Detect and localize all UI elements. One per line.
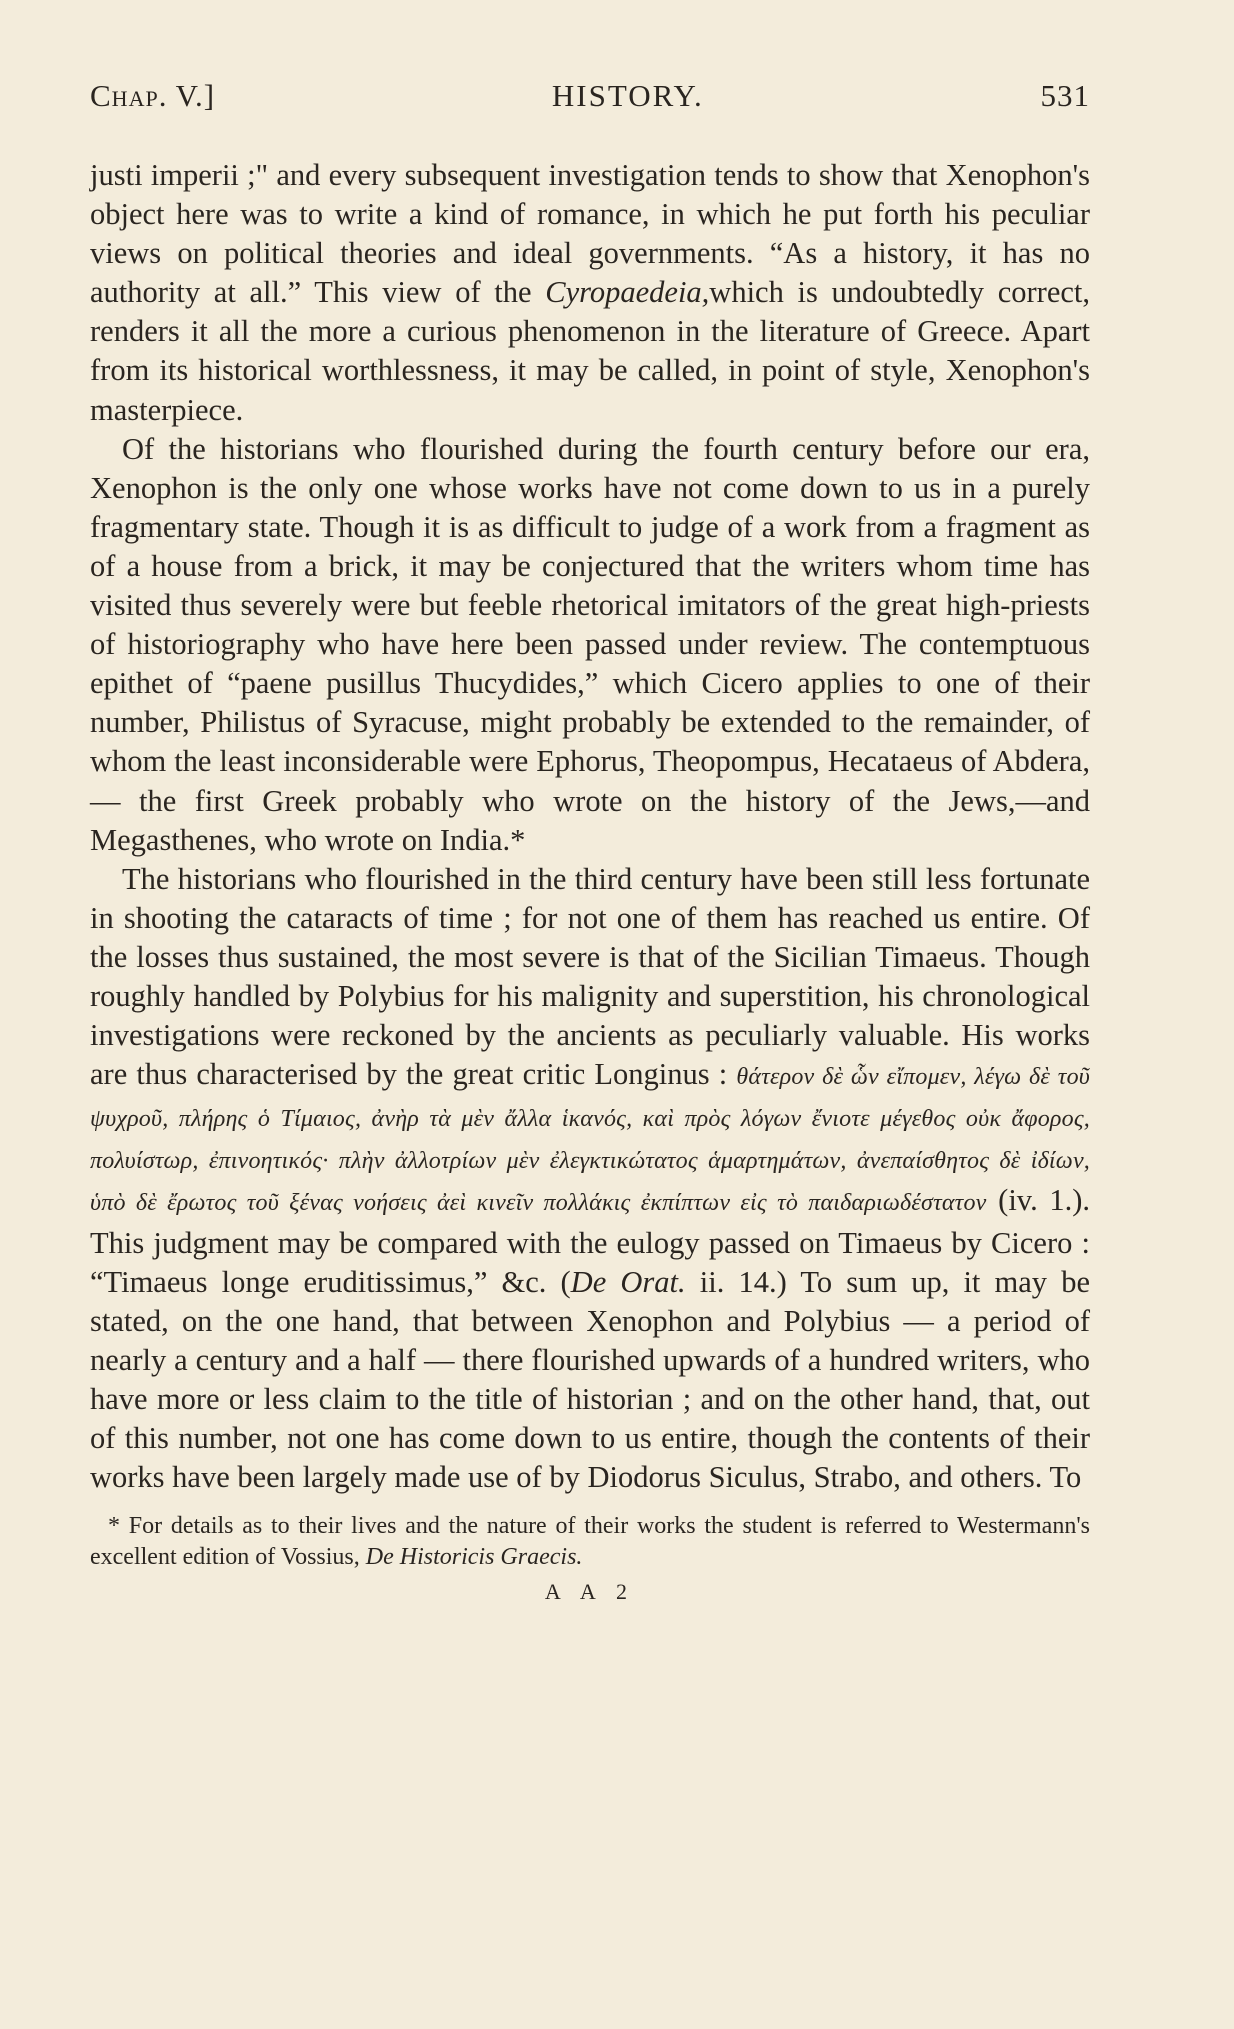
signature-mark: A A 2 <box>544 1579 636 1605</box>
greek-quotation: θάτερον δὲ ὧν εἴπομεν, λέγω δὲ τοῦ ψυχροῦ, πλήρης ὁ Τίμαιος, ἀνὴρ τὰ μὲν ἄλλα ἱκανός, καὶ πρὸς λόγων ἔνιοτε μέγεθος οὐκ ἄφορος, πολυίστωρ, ἐπινοητικός· πλὴν ἀλλοτρίων μὲν ἐλεγκτικώτατος ἁμαρτημάτων, ἀνεπαίσθητος δὲ ἰδίων, ὑπὸ δὲ ἔρωτος τοῦ ξένας νοήσεις ἀεὶ κινεῖν πολλάκις ἐκπίπτων εἰς τὸ παιδαριωδέστατον <box>90 1064 1090 1217</box>
body-text <box>90 156 1090 1497</box>
footnote-text: * For details as to their lives and the nature of their works the student is referred to Westermann's excellent edition of Vossius, <box>90 1513 1090 1571</box>
p3-text-b: (iv. 1.). This judgment may be compared with the eulogy passed on Timaeus by Cicero : “Timaeus longe eruditissimus,” &c. ( <box>90 1183 1090 1299</box>
p3-italic-citation: De Orat. <box>570 1264 686 1299</box>
chapter-label: Chap. V.] <box>90 78 216 113</box>
running-title: HISTORY. <box>551 78 704 113</box>
p1-text-a: justi imperii ;" and every subsequent investigation tends to show that Xenophon's object here was to write a kind of romance, in which he put forth his peculiar views on political theories and ideal governments. “As a history, it has no authority at all.” This view of the <box>90 158 1090 310</box>
paragraph-1 <box>90 156 1090 430</box>
p3-text-a: The historians who flourished in the third century have been still less fortunate in shooting the cataracts of time ; for not one of them has reached us entire. Of the losses thus sustained, the most severe is that of the Sicilian Timaeus. Though roughly handled by Polybius for his malignity and superstition, his chronological investigations were reckoned by the ancients as peculiarly valuable. His works are thus characterised by the great critic Longinus : <box>90 861 1090 1092</box>
footnote-italic-title: De Historicis Graecis. <box>365 1544 583 1571</box>
paragraph-3 <box>90 860 1090 1498</box>
footnote <box>90 1511 1090 1573</box>
running-head <box>90 78 1090 122</box>
paragraph-2: Of the historians who flourished during the fourth century before our era, Xenophon is the only one whose works have not come down to us in a purely fragmentary state. Though it is as difficult to judge of a work from a fragment as of a house from a brick, it may be conjectured that the writers whom time has visited thus severely were but feeble rhetorical imitators of the great high-priests of historiography who have here been passed under review. The contemptuous epithet of “paene pusillus Thucydides,” which Cicero applies to one of their number, Philistus of Syracuse, might probably be extended to the remainder, of whom the least inconsiderable were Ephorus, Theopompus, Hecataeus of Abdera,— the first Greek probably who wrote on the history of the Jews,—and Megasthenes, who wrote on India.* <box>90 431 1090 857</box>
page-number: 531 <box>1040 78 1090 113</box>
p1-italic-title: Cyropaedeia, <box>545 275 710 310</box>
p3-text-c: ii. 14.) To sum up, it may be stated, on the one hand, that between Xenophon and Polybius — a period of nearly a century and a half — there flourished upwards of a hundred writers, who have more or less claim to the title of historian ; and on the other hand, that, out of this number, not one has come down to us entire, though the contents of their works have been largely made use of by Diodorus Siculus, Strabo, and others. To <box>90 1264 1090 1495</box>
page <box>90 78 1090 1605</box>
p1-text-b: which is undoubtedly correct, renders it all the more a curious phenomenon in the literature of Greece. Apart from its historical worthlessness, it may be called, in point of style, Xenophon's masterpiece. <box>90 275 1091 427</box>
